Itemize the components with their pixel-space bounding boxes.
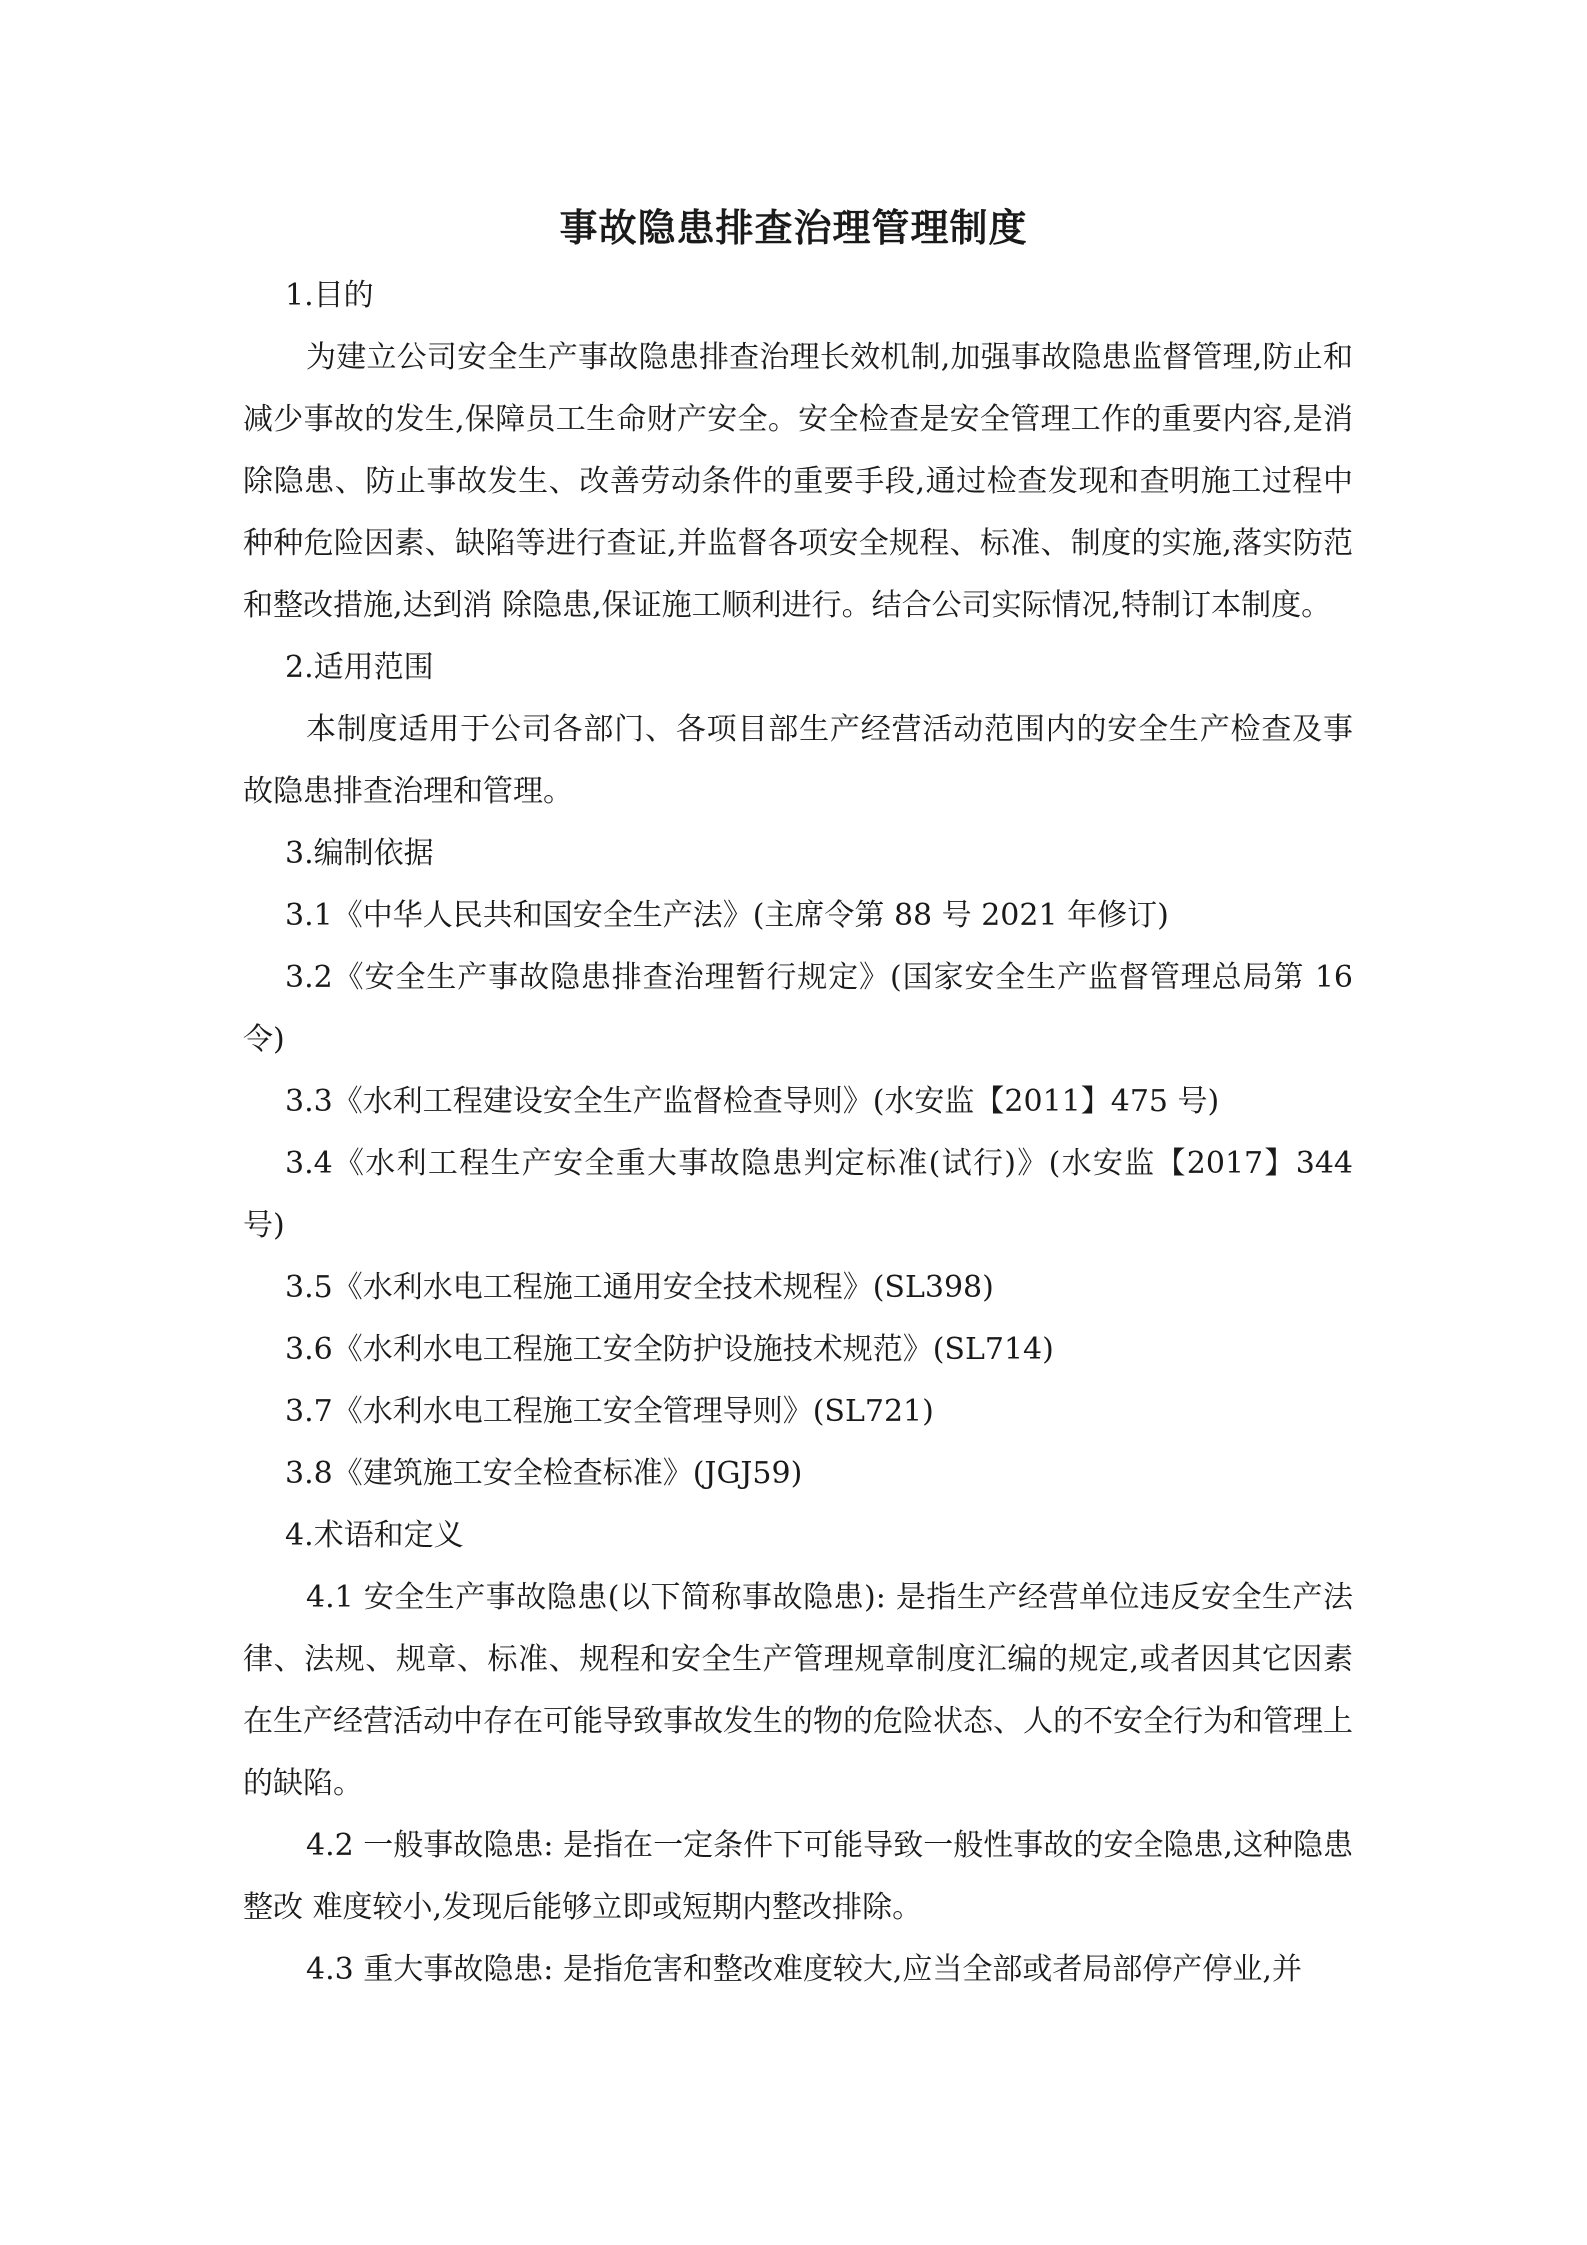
term-4-3: 4.3 重大事故隐患: 是指危害和整改难度较大,应当全部或者局部停产停业,并 (306, 1952, 1302, 1987)
section-heading-basis: 3.编制依据 (285, 836, 434, 871)
term-4-2: 4.2 一般事故隐患: 是指在一定条件下可能导致一般性事故的安全隐患,这种隐患整改 难度较小,发现后能够立即或短期内整改排除。 (243, 1828, 1353, 1925)
term-4-1: 4.1 安全生产事故隐患(以下简称事故隐患): 是指生产经营单位违反安全生产法律、法规、规章、标准、规程和安全生产管理规章制度汇编的规定,或者因其它因素在生产经营活动中存在可能导致事故发生的物的危险状态、人的不安全行为和管理上的缺陷。 (243, 1580, 1353, 1801)
basis-item-3-5: 3.5《水利水电工程施工通用安全技术规程》(SL398) (285, 1270, 994, 1305)
basis-item-3-6: 3.6《水利水电工程施工安全防护设施技术规范》(SL714) (285, 1332, 1054, 1367)
basis-item-3-2: 3.2《安全生产事故隐患排查治理暂行规定》(国家安全生产监督管理总局第 16 令) (243, 960, 1353, 1057)
basis-item-3-3: 3.3《水利工程建设安全生产监督检查导则》(水安监【2011】475 号) (285, 1084, 1220, 1119)
basis-item-3-1: 3.1《中华人民共和国安全生产法》(主席令第 88 号 2021 年修订) (285, 898, 1169, 933)
section-heading-scope: 2.适用范围 (285, 650, 434, 685)
section-heading-terms: 4.术语和定义 (285, 1518, 464, 1553)
basis-item-3-7: 3.7《水利水电工程施工安全管理导则》(SL721) (285, 1394, 934, 1429)
document-body (243, 265, 1353, 2001)
scope-paragraph: 本制度适用于公司各部门、各项目部生产经营活动范围内的安全生产检查及事故隐患排查治理和管理。 (243, 712, 1353, 809)
purpose-paragraph: 为建立公司安全生产事故隐患排查治理长效机制,加强事故隐患监督管理,防止和减少事故的发生,保障员工生命财产安全。安全检查是安全管理工作的重要内容,是消除隐患、防止事故发生、改善劳动条件的重要手段,通过检查发现和查明施工过程中种种危险因素、缺陷等进行查证,并监督各项安全规程、标准、制度的实施,落实防范和整改措施,达到消 除隐患,保证施工顺利进行。结合公司实际情况,特制订本制度。 (243, 340, 1353, 623)
basis-item-3-8: 3.8《建筑施工安全检查标准》(JGJ59) (285, 1456, 803, 1491)
document-title: 事故隐患排查治理管理制度 (559, 205, 1028, 250)
section-heading-purpose: 1.目的 (285, 278, 374, 313)
basis-item-3-4: 3.4《水利工程生产安全重大事故隐患判定标准(试行)》(水安监【2017】344 号) (243, 1146, 1353, 1243)
